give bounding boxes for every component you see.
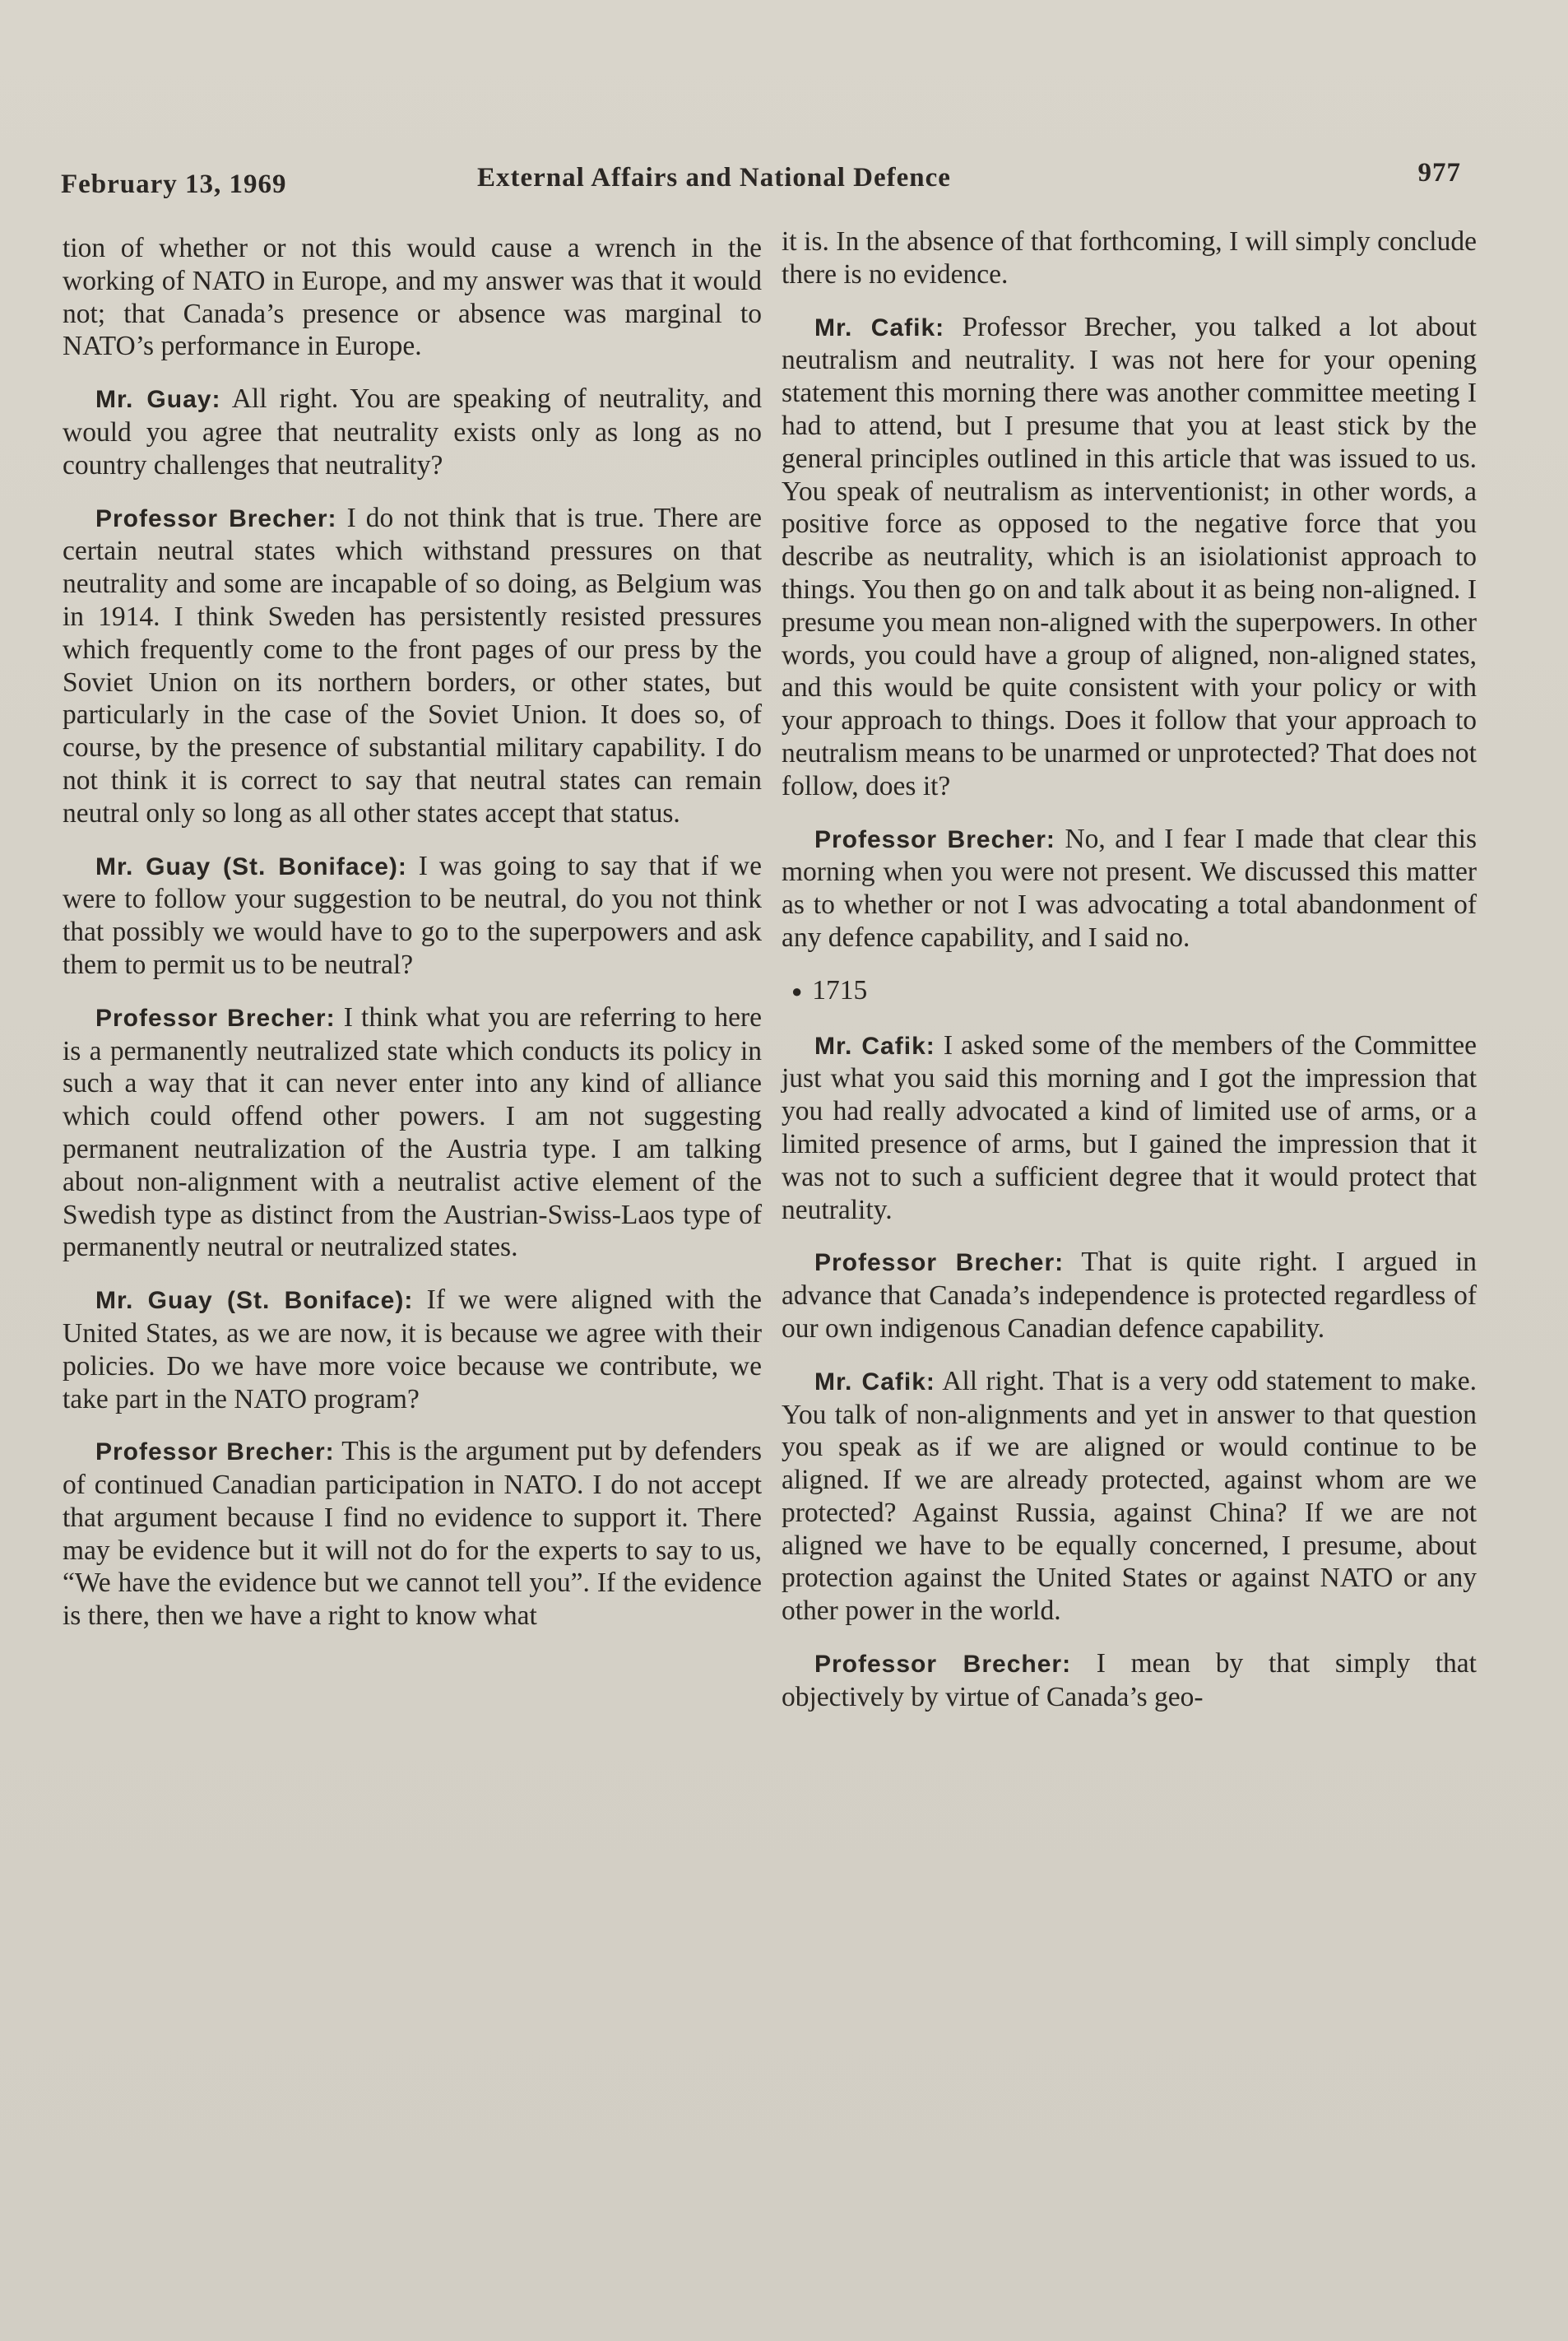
paragraph-text: All right. You are speaking of neutrality, and would you agree that neutrality exists only as long as no country challenges that neutrality? <box>63 383 762 481</box>
paragraph <box>63 850 762 982</box>
speaker-name: Mr. Cafik: <box>814 1032 935 1060</box>
paragraph-text: I mean by that simply that objectively by virtue of Canada’s geo- <box>782 1648 1477 1712</box>
bullet-icon: ● <box>791 980 803 1001</box>
paragraph <box>782 1029 1477 1227</box>
paragraph <box>63 383 762 481</box>
paragraph-text: No, and I fear I made that clear this morning when you were not present. We discussed this matter as to whether or not I was advocating a total abandonment of any defence capability, and I said no. <box>782 823 1477 953</box>
paragraph <box>63 232 762 363</box>
speaker-name: Mr. Guay (St. Boniface): <box>95 1287 414 1315</box>
paragraph-text: tion of whether or not this would cause a wrench in the working of NATO in Europe, and my answer was that it would not; that Canada’s presence or absence was marginal to NATO’s performance in Europe. <box>63 233 762 362</box>
speaker-name: Professor Brecher: <box>95 1004 336 1032</box>
speaker-name: Mr. Guay: <box>95 386 221 414</box>
speaker-name: Professor Brecher: <box>814 825 1055 853</box>
right-column <box>782 225 1477 1734</box>
paragraph-text: it is. In the absence of that forthcoming, I will simply conclude there is no evidence. <box>782 226 1477 290</box>
paragraph-text: I think what you are referring to here is a permanently neutralized state which conducts its policy in such a way that it can never enter into any kind of alliance which could offend other powers. I am not suggesting permanent neutralization of the Austria type. I am talking about non-alignment with a neutralist active element of the Swedish type as distinct from the Austrian-Swiss-Laos type of permanently neutral or neutralized states. <box>63 1001 762 1263</box>
paragraph <box>782 225 1477 291</box>
paragraph-text: This is the argument put by defenders of continued Canadian participation in NATO. I do not accept that argument because I find no evidence to support it. There may be evidence but it will not do for the experts to say to us, “We have the evidence but we cannot tell you”. If the evidence is there, then we have a right to know what <box>63 1436 763 1632</box>
paragraph <box>63 1435 762 1633</box>
header-date: February 13, 1969 <box>61 170 287 199</box>
timestamp-marker <box>782 974 1477 1010</box>
paragraph <box>782 1246 1477 1345</box>
paragraph <box>63 502 762 830</box>
running-header <box>61 158 1461 199</box>
paragraph-text: If we were aligned with the United States, as we are now, it is because we agree with their policies. Do we have more voice because we contribute, we take part in the NATO program? <box>63 1284 762 1414</box>
paragraph <box>782 1647 1477 1714</box>
paragraph <box>782 1365 1477 1628</box>
speaker-name: Mr. Cafik: <box>814 1368 935 1396</box>
speaker-name: Professor Brecher: <box>814 1249 1065 1277</box>
paragraph-text: I asked some of the members of the Committee just what you said this morning and I got the impression that you had really advocated a kind of limited use of arms, or a limited presence of arms, but I gained the impression that it was not to such a sufficient degree that it would protect that neutrality. <box>782 1029 1477 1225</box>
speaker-name: Mr. Guay (St. Boniface): <box>95 852 407 880</box>
speaker-name: Mr. Cafik: <box>814 314 945 341</box>
paragraph <box>782 823 1477 955</box>
page-number: 977 <box>1417 158 1461 188</box>
left-column <box>63 232 762 1652</box>
timestamp-text: 1715 <box>812 974 868 1006</box>
paragraph-text: I do not think that is true. There are certain neutral states which withstand pressures on that neutrality and some are incapable of so doing, as Belgium was in 1914. I think Sweden has persistently resisted pressures which frequently come to the front pages of our press by the Soviet Union on its northern borders, or other states, but particularly in the case of the Soviet Union. It does so, of course, by the presence of substantial military capability. I do not think it is correct to say that neutral states can remain neutral only so long as all other states accept that status. <box>63 502 762 829</box>
speaker-name: Professor Brecher: <box>95 1438 335 1466</box>
paragraph <box>63 1001 762 1264</box>
speaker-name: Professor Brecher: <box>95 504 337 532</box>
header-title: External Affairs and National Defence <box>477 163 951 193</box>
paragraph-text: That is quite right. I argued in advance that Canada’s independence is protected regardless of our own indigenous Canadian defence capability. <box>782 1247 1477 1344</box>
speaker-name: Professor Brecher: <box>814 1651 1072 1679</box>
paragraph-text: All right. That is a very odd statement to make. You talk of non-alignments and yet in answer to that question you speak as if we are aligned or would continue to be aligned. If we are already protected, against whom are we protected? Against Russia, against China? If we are not aligned we have to be equally concerned, I presume, about protection against the United States or against NATO or any other power in the world. <box>782 1365 1478 1627</box>
paragraph <box>63 1284 762 1415</box>
paragraph-text: Professor Brecher, you talked a lot about neutralism and neutrality. I was not here for your opening statement this morning there was another committee meeting I had to attend, but I presume that you at least stick by the general principles outlined in this article that was issued to us. You speak of neutralism as interventionist; in other words, a positive force as opposed to the negative force that you describe as neutrality, which is an isiolationist approach to things. You then go on and talk about it as being non-aligned. I presume you mean non-aligned with the superpowers. In other words, you could have a group of aligned, non-aligned states, and this would be quite consistent with your policy or with your approach to things. Does it follow that your approach to neutralism means to be unarmed or unprotected? That does not follow, does it? <box>782 311 1477 801</box>
paragraph <box>782 311 1477 803</box>
paragraph-text: I was going to say that if we were to follow your suggestion to be neutral, do you not think that possibly we would have to go to the superpowers and ask them to permit us to be neutral? <box>63 850 762 980</box>
